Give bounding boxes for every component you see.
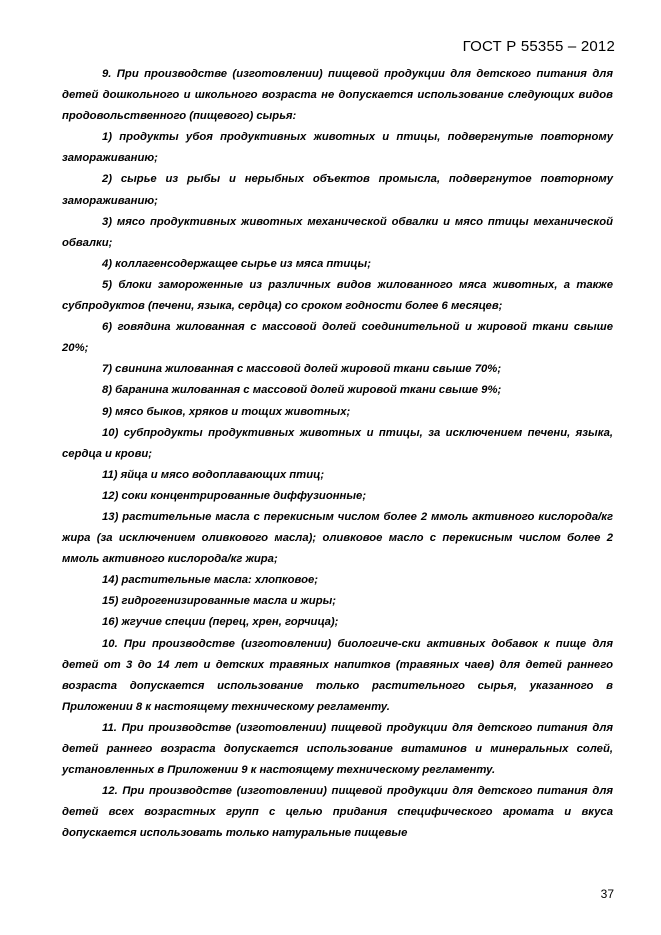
body-text	[62, 64, 613, 844]
list-item: 3) мясо продуктивных животных механической обвалки и мясо птицы механической обвалки;	[62, 215, 613, 249]
paragraph: 11. При производстве (изготовлении) пищевой продукции для детского питания для детей раннего возраста допускается использование витаминов и минеральных солей, установленных в Приложении 9 к настоящему техническому регламенту.	[62, 721, 613, 777]
list-item: 7) свинина жилованная с массовой долей жировой ткани свыше 70%;	[102, 363, 502, 376]
list-item: 8) баранина жилованная с массовой долей жировой ткани свыше 9%;	[102, 384, 502, 397]
list-item: 15) гидрогенизированные масла и жиры;	[102, 595, 337, 608]
document-code: ГОСТ Р 55355 – 2012	[462, 38, 615, 55]
list-item: 2) сырье из рыбы и нерыбных объектов промысла, подвергнутое повторному замораживанию;	[62, 173, 613, 207]
list-item: 1) продукты убоя продуктивных животных и птицы, подвергнутые повторному замораживанию;	[62, 131, 613, 165]
list-item: 6) говядина жилованная с массовой долей соединительной и жировой ткани свыше 20%;	[62, 321, 613, 355]
list-item: 16) жгучие специи (перец, хрен, горчица);	[102, 616, 339, 629]
list-item: 10) субпродукты продуктивных животных и птицы, за исключением печени, языка, сердца и крови;	[62, 426, 613, 460]
paragraph: 12. При производстве (изготовлении) пищевой продукции для детского питания для детей всех возрастных групп с целью придания специфического аромата и вкуса допускается использовать только натуральные пищевые	[62, 785, 613, 840]
list-item: 5) блоки замороженные из различных видов жилованного мяса животных, а также субпродуктов (печени, языка, сердца) со сроком годности более 6 месяцев;	[62, 278, 613, 313]
paragraph: 10. При производстве (изготовлении) биологиче-ски активных добавок к пище для детей от 3 до 14 лет и детских травяных напитков (травяных чаев) для детей раннего возраста допускается использование только растительного сырья, указанного в Приложении 8 к настоящему техническому регламенту.	[62, 637, 613, 713]
paragraph: 9. При производстве (изготовлении) пищевой продукции для детского питания для детей дошкольного и школьного возраста не допускается использование следующих видов продовольственного (пищевого) сырья:	[62, 68, 613, 123]
list-item: 12) соки концентрированные диффузионные;	[102, 489, 367, 502]
list-item: 4) коллагенсодержащее сырье из мяса птицы;	[102, 257, 371, 270]
list-item: 9) мясо быков, хряков и тощих животных;	[102, 405, 351, 418]
list-item: 13) растительные масла с перекисным числом более 2 ммоль активного кислорода/кг жира (за исключением оливкового масла); оливковое масло с перекисным числом более 2 ммоль активного кислорода/кг жира;	[62, 510, 613, 566]
list-item: 11) яйца и мясо водоплавающих птиц;	[102, 468, 325, 481]
page-number: 37	[600, 887, 614, 901]
list-item: 14) растительные масла: хлопковое;	[102, 574, 319, 587]
